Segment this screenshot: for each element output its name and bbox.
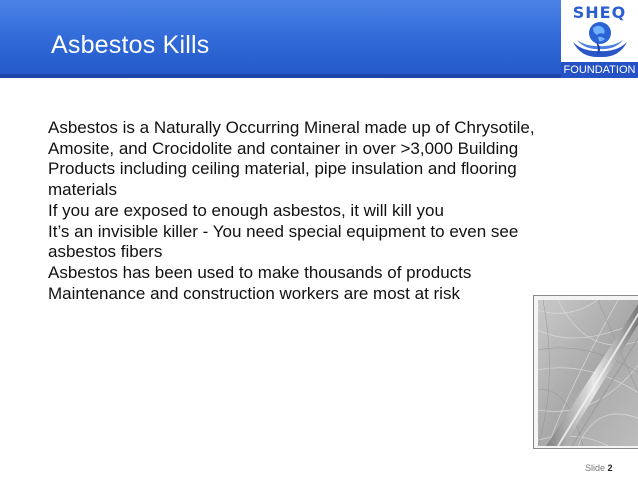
body-line: It’s an invisible killer - You need special equipment to even see asbestos fibers — [48, 221, 519, 262]
body-line: Asbestos is a Naturally Occurring Mineral made up of Chrysotile, Amosite, and Crocidolite and container in over >3,000 Building Products including ceiling material, pipe insulation and flooring materials — [48, 118, 535, 200]
logo-tagline: FOUNDATION — [561, 62, 638, 78]
slide-number-value: 2 — [607, 463, 613, 473]
sheq-foundation-logo — [561, 0, 638, 78]
slide-body-text — [48, 118, 568, 304]
body-line: Asbestos has been used to make thousands of products — [48, 262, 472, 282]
body-line: Maintenance and construction workers are most at risk — [48, 283, 460, 303]
logo-brand-text: SHEQ — [572, 3, 627, 22]
asbestos-photo-frame — [533, 295, 638, 449]
asbestos-fiber-micrograph-icon — [538, 300, 638, 446]
slide-title: Asbestos Kills — [51, 31, 210, 59]
title-bar — [0, 0, 638, 78]
title-bar-underline — [0, 74, 638, 78]
slide-number — [585, 463, 613, 473]
slide-label: Slide — [585, 463, 606, 473]
globe-hands-icon — [571, 20, 629, 60]
body-line: If you are exposed to enough asbestos, it will kill you — [48, 200, 444, 220]
